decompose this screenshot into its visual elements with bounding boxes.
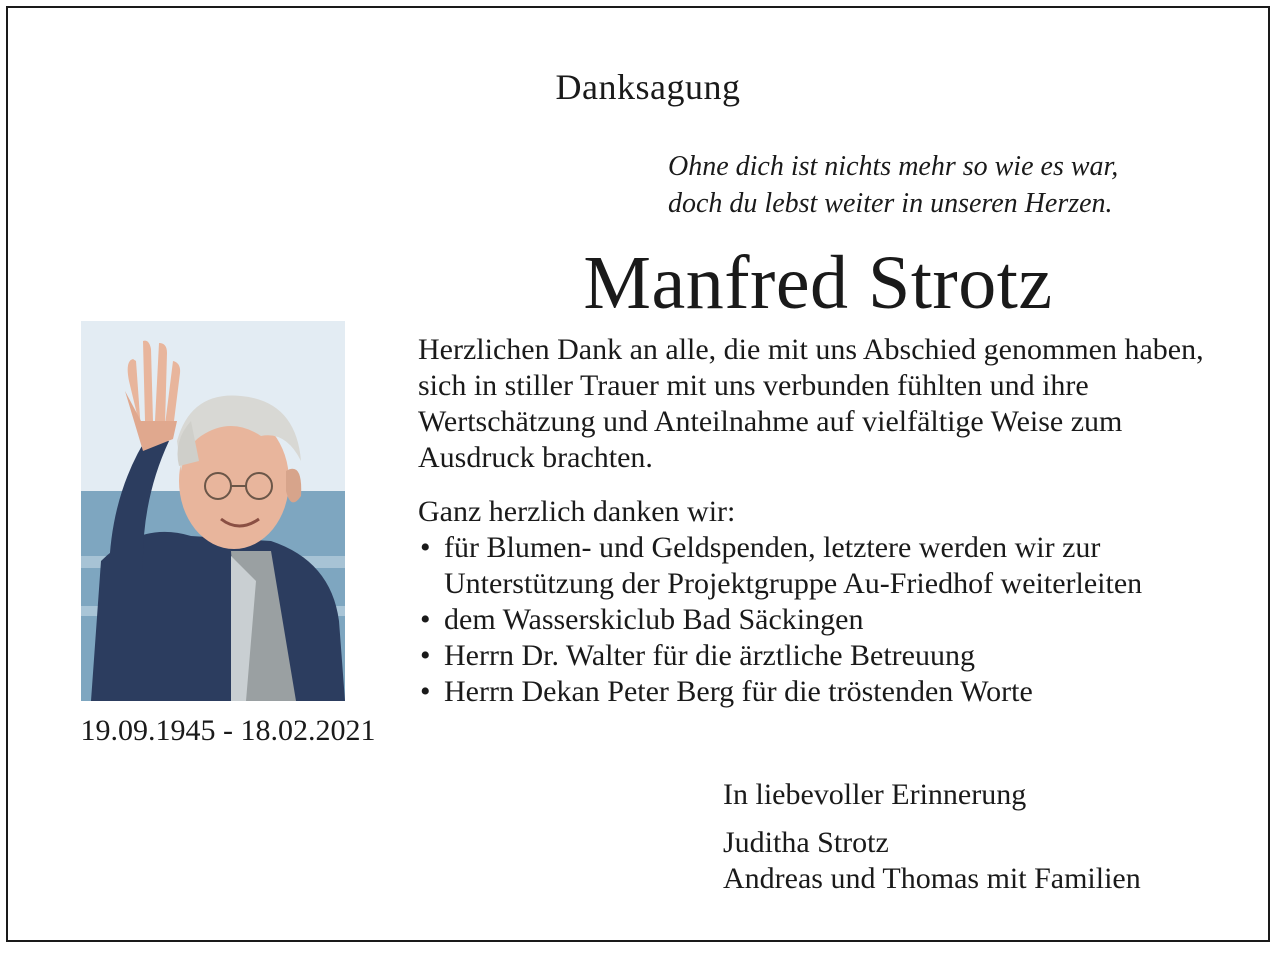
bullet-icon: •	[420, 603, 431, 636]
thanks-list	[418, 530, 1218, 710]
list-item	[418, 602, 1218, 638]
thanks-paragraph: Herzlichen Dank an alle, die mit uns Abschied genommen haben, sich in stiller Trauer mit uns verbunden fühlten und ihre Wertschätzung und Anteilnahme auf vielfältige Weise zum Ausdruck brachten.	[418, 333, 1204, 474]
notice-body	[418, 332, 1218, 710]
thanks-intro: Ganz herzlich danken wir:	[418, 495, 736, 528]
bullet-icon: •	[420, 639, 431, 672]
closing-line: In liebevoller Erinnerung	[723, 778, 1027, 811]
quote-line-2: doch du lebst weiter in unseren Herzen.	[668, 188, 1113, 219]
bullet-icon: •	[420, 531, 431, 564]
list-item-text: Herrn Dr. Walter für die ärztliche Betreuung	[444, 639, 975, 672]
bullet-icon: •	[420, 675, 431, 708]
signatory: Andreas und Thomas mit Familien	[723, 862, 1141, 895]
signatory: Juditha Strotz	[723, 826, 889, 859]
list-item-text: Herrn Dekan Peter Berg für die tröstenden Worte	[444, 675, 1033, 708]
notice-heading: Danksagung	[555, 67, 741, 107]
obituary-notice	[6, 6, 1270, 942]
list-item	[418, 674, 1218, 710]
list-item	[418, 638, 1218, 674]
closing-block	[723, 777, 1243, 897]
list-item-text: für Blumen- und Geldspenden, letztere werden wir zur Unterstützung der Projektgruppe Au-Friedhof weiterleiten	[444, 531, 1143, 600]
portrait-photo-icon	[81, 321, 345, 701]
deceased-name: Manfred Strotz	[583, 241, 1053, 325]
quote-line-1: Ohne dich ist nichts mehr so wie es war,	[668, 151, 1119, 182]
memorial-quote	[668, 148, 1228, 222]
list-item-text: dem Wasserskiclub Bad Säckingen	[444, 603, 864, 636]
life-dates: 19.09.1945 - 18.02.2021	[80, 714, 376, 747]
list-item	[418, 530, 1218, 602]
